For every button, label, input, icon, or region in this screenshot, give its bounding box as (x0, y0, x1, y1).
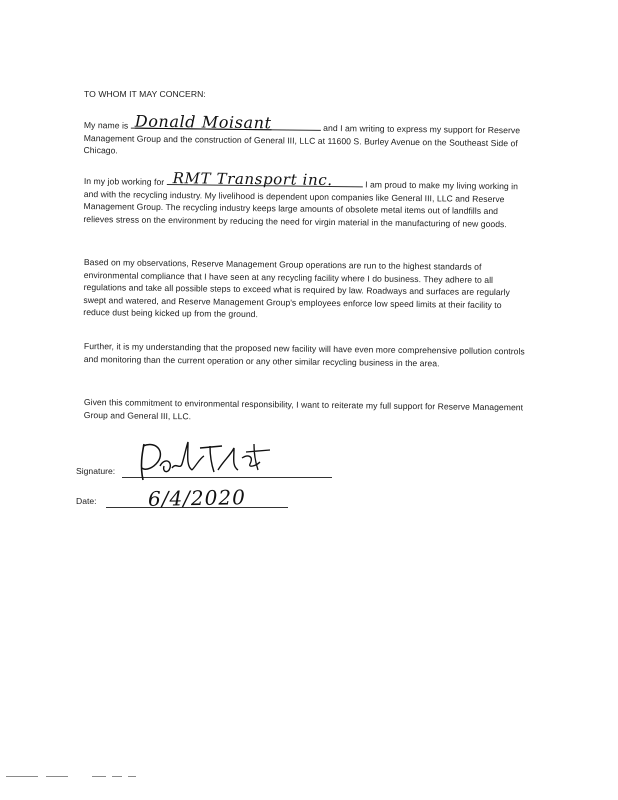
employment-text: I am proud to make my living working in and with the recycling industry. My livelihood is dependent upon companies like General III, LLC and Reserve Management Group. The recycling industry keeps large amounts of obsolete metal items out of landfills and relieves stress on the environment by reducing the need for virgin material in the manufacturing of new goods. (83, 179, 519, 229)
name-field (131, 112, 321, 133)
paragraph-closing: Given this commitment to environmental responsibility, I want to reiterate my full support for Reserve Management Group and General III, LLC. (83, 396, 524, 421)
paragraph-understanding: Further, it is my understanding that the proposed new facility will have even more comprehensive pollution controls and monitoring than the current operation or any other similar recycling business in the area. (83, 340, 525, 368)
date-row (76, 496, 97, 506)
employer-prefix: In my job working for (83, 175, 165, 187)
name-prefix: My name is (83, 119, 129, 131)
date-label: Date: (76, 496, 97, 506)
handwritten-employer: RMT Transport inc. (172, 169, 333, 190)
handwritten-name: Donald Moisant (134, 112, 272, 133)
greeting: TO WHOM IT MAY CONCERN: (84, 89, 206, 99)
signature-row (76, 466, 115, 476)
scan-artifacts (0, 772, 618, 782)
paragraph-employment (83, 169, 530, 231)
employer-field (167, 169, 363, 190)
signature-label: Signature: (76, 466, 116, 476)
handwritten-signature (130, 436, 280, 486)
paragraph-introduction (83, 112, 530, 162)
handwritten-date: 6/4/2020 (147, 485, 247, 511)
introduction-text: and I am writing to express my support for Reserve Management Group and the construction of General III, LLC at 11600 S. Burley Avenue on the Southeast Side of Chicago. (83, 122, 521, 156)
paragraph-observations: Based on my observations, Reserve Management Group operations are run to the highest standards of environmental compliance that I have seen at any recycling facility where I do business. They adhere to all regulations and take all possible steps to exceed what is required by law. Roadways and surfaces are regularly swept and watered, and Reserve Management Group's employees enforce low speed limits at their facility to reduce dust being kicked up from the ground. (83, 256, 511, 320)
